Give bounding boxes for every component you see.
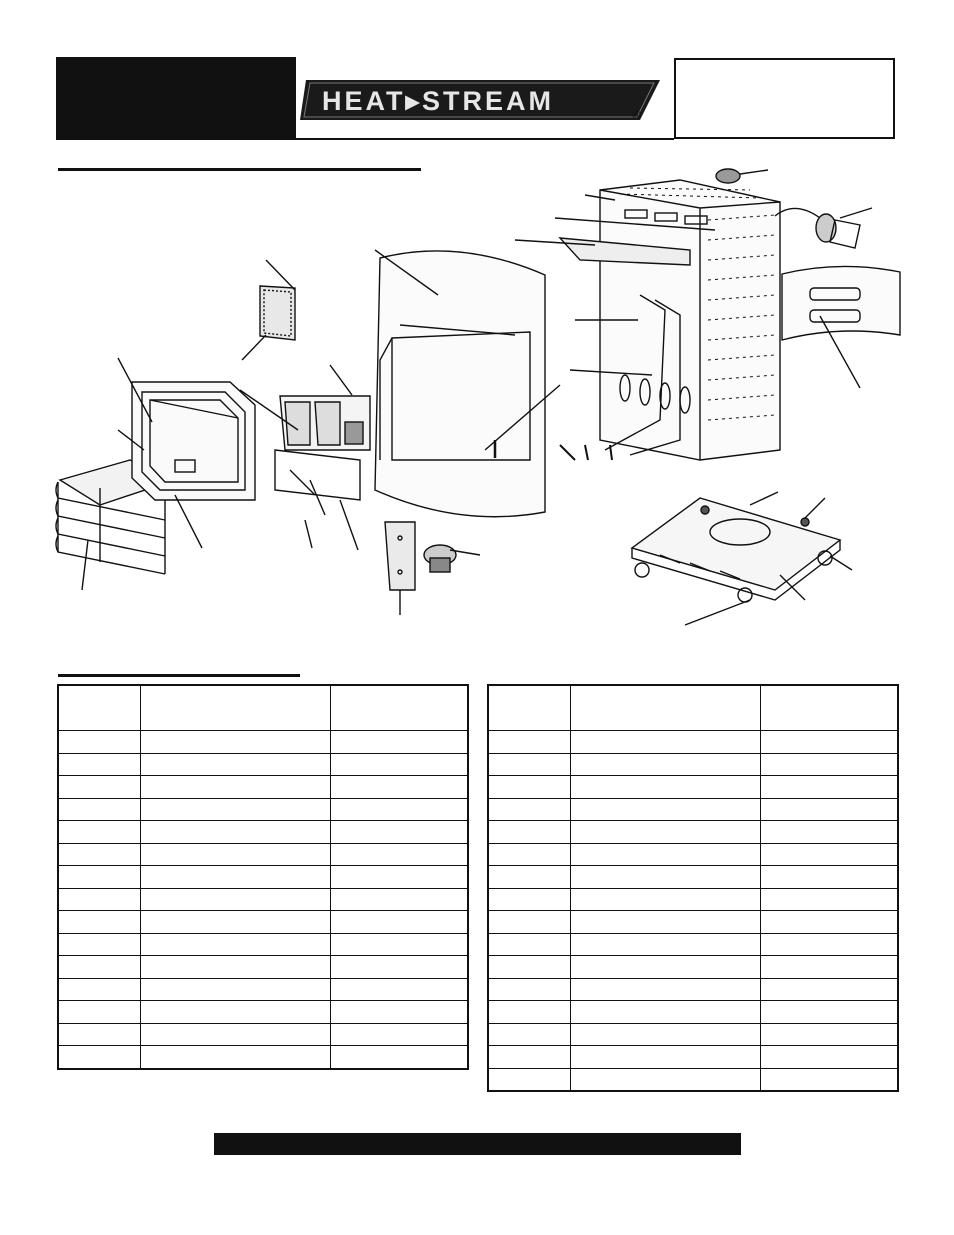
table-cell bbox=[140, 866, 330, 889]
table-cell bbox=[330, 888, 468, 911]
logo-text: HEAT▸STREAM bbox=[322, 86, 555, 116]
table-cell bbox=[570, 1046, 760, 1069]
table-cell bbox=[330, 753, 468, 776]
table-cell bbox=[140, 888, 330, 911]
table-cell bbox=[570, 731, 760, 754]
table-row bbox=[58, 776, 468, 799]
section-rule-parts-list bbox=[58, 674, 300, 677]
table-row bbox=[58, 798, 468, 821]
table-row bbox=[488, 956, 898, 979]
table-cell bbox=[140, 798, 330, 821]
table-cell bbox=[140, 1001, 330, 1024]
table-cell bbox=[760, 776, 898, 799]
table-row bbox=[58, 956, 468, 979]
table-cell bbox=[58, 843, 140, 866]
table-row bbox=[488, 1023, 898, 1046]
table-cell bbox=[488, 798, 570, 821]
table-cell bbox=[760, 731, 898, 754]
table-row bbox=[488, 843, 898, 866]
table-cell bbox=[140, 843, 330, 866]
table-cell bbox=[330, 731, 468, 754]
table-cell bbox=[570, 843, 760, 866]
table-cell bbox=[760, 1023, 898, 1046]
table-row bbox=[58, 1046, 468, 1069]
table-cell bbox=[140, 978, 330, 1001]
table-cell bbox=[330, 978, 468, 1001]
table-cell bbox=[140, 776, 330, 799]
table-row bbox=[488, 1046, 898, 1069]
table-cell bbox=[330, 1046, 468, 1069]
table-cell bbox=[488, 888, 570, 911]
table-row bbox=[58, 843, 468, 866]
table-row bbox=[58, 911, 468, 934]
table-cell bbox=[760, 843, 898, 866]
table-cell bbox=[570, 776, 760, 799]
table-row bbox=[488, 888, 898, 911]
table-header-row bbox=[58, 685, 468, 731]
table-cell bbox=[760, 1001, 898, 1024]
table-cell bbox=[570, 933, 760, 956]
table-cell bbox=[330, 866, 468, 889]
table-cell bbox=[140, 731, 330, 754]
burner-assembly bbox=[240, 390, 370, 515]
table-cell bbox=[570, 1068, 760, 1091]
table-cell bbox=[488, 843, 570, 866]
table-cell bbox=[570, 911, 760, 934]
table-cell bbox=[58, 911, 140, 934]
table-row bbox=[58, 1023, 468, 1046]
table-row bbox=[58, 753, 468, 776]
table-cell bbox=[330, 911, 468, 934]
table-cell bbox=[488, 685, 570, 731]
table-cell bbox=[488, 1068, 570, 1091]
table-cell bbox=[760, 866, 898, 889]
table-cell bbox=[58, 933, 140, 956]
table-row bbox=[488, 866, 898, 889]
table-cell bbox=[570, 685, 760, 731]
table-cell bbox=[330, 798, 468, 821]
table-cell bbox=[330, 1001, 468, 1024]
table-row bbox=[488, 1068, 898, 1091]
table-cell bbox=[570, 821, 760, 844]
table-cell bbox=[570, 866, 760, 889]
table-cell bbox=[330, 776, 468, 799]
table-row bbox=[488, 753, 898, 776]
table-row bbox=[488, 911, 898, 934]
table-row bbox=[58, 978, 468, 1001]
table-cell bbox=[58, 888, 140, 911]
table-cell bbox=[488, 753, 570, 776]
table-row bbox=[488, 1001, 898, 1024]
table-cell bbox=[570, 1001, 760, 1024]
registered-mark: ® bbox=[632, 108, 641, 122]
footer-bar bbox=[214, 1133, 741, 1155]
table-cell bbox=[140, 1023, 330, 1046]
table-cell bbox=[760, 821, 898, 844]
table-cell bbox=[760, 911, 898, 934]
table-cell bbox=[140, 821, 330, 844]
parts-table-left bbox=[57, 684, 469, 1070]
table-row bbox=[58, 933, 468, 956]
table-cell bbox=[760, 753, 898, 776]
table-row bbox=[58, 1001, 468, 1024]
table-header-row bbox=[488, 685, 898, 731]
table-cell bbox=[58, 1023, 140, 1046]
table-cell bbox=[58, 731, 140, 754]
table-row bbox=[58, 821, 468, 844]
table-cell bbox=[760, 798, 898, 821]
table-cell bbox=[488, 821, 570, 844]
table-row bbox=[488, 978, 898, 1001]
table-cell bbox=[488, 978, 570, 1001]
table-cell bbox=[58, 978, 140, 1001]
table-cell bbox=[570, 1023, 760, 1046]
table-row bbox=[58, 731, 468, 754]
table-cell bbox=[140, 1046, 330, 1069]
header-black-panel bbox=[56, 57, 296, 140]
exploded-parts-diagram bbox=[40, 160, 920, 640]
base-plate bbox=[632, 492, 852, 625]
table-cell bbox=[330, 956, 468, 979]
table-cell bbox=[140, 911, 330, 934]
table-row bbox=[488, 731, 898, 754]
header-rule bbox=[296, 138, 674, 140]
table-cell bbox=[488, 1046, 570, 1069]
table-cell bbox=[760, 956, 898, 979]
table-cell bbox=[58, 798, 140, 821]
table-cell bbox=[488, 1001, 570, 1024]
table-cell bbox=[330, 933, 468, 956]
rear-cabinet bbox=[515, 180, 780, 460]
table-cell bbox=[760, 1068, 898, 1091]
heatstream-logo bbox=[300, 74, 662, 126]
cabinet-front-shell bbox=[375, 250, 560, 517]
table-cell bbox=[570, 888, 760, 911]
table-cell bbox=[760, 685, 898, 731]
table-cell bbox=[488, 933, 570, 956]
table-cell bbox=[330, 843, 468, 866]
table-cell bbox=[58, 776, 140, 799]
table-cell bbox=[488, 731, 570, 754]
table-cell bbox=[760, 888, 898, 911]
table-cell bbox=[58, 685, 140, 731]
table-cell bbox=[330, 1023, 468, 1046]
table-cell bbox=[760, 933, 898, 956]
table-row bbox=[58, 888, 468, 911]
side-panel bbox=[782, 266, 900, 388]
table-cell bbox=[570, 978, 760, 1001]
table-cell bbox=[58, 821, 140, 844]
table-cell bbox=[58, 956, 140, 979]
table-row bbox=[488, 776, 898, 799]
table-cell bbox=[58, 866, 140, 889]
table-row bbox=[58, 866, 468, 889]
table-cell bbox=[570, 956, 760, 979]
table-cell bbox=[140, 753, 330, 776]
radiant-plaque bbox=[242, 260, 295, 360]
table-cell bbox=[140, 685, 330, 731]
table-cell bbox=[488, 866, 570, 889]
table-cell bbox=[488, 1023, 570, 1046]
table-cell bbox=[760, 1046, 898, 1069]
table-cell bbox=[488, 956, 570, 979]
table-cell bbox=[140, 956, 330, 979]
table-cell bbox=[330, 685, 468, 731]
table-cell bbox=[330, 821, 468, 844]
table-cell bbox=[58, 1001, 140, 1024]
front-frame bbox=[132, 382, 255, 500]
table-cell bbox=[58, 1046, 140, 1069]
table-cell bbox=[488, 776, 570, 799]
table-cell bbox=[760, 978, 898, 1001]
header-outline-box bbox=[674, 58, 895, 139]
table-row bbox=[488, 798, 898, 821]
table-cell bbox=[140, 933, 330, 956]
table-cell bbox=[488, 911, 570, 934]
table-cell bbox=[58, 753, 140, 776]
table-row bbox=[488, 821, 898, 844]
table-cell bbox=[570, 753, 760, 776]
table-cell bbox=[570, 798, 760, 821]
parts-table-right bbox=[487, 684, 899, 1092]
table-row bbox=[488, 933, 898, 956]
bracket-and-valve bbox=[385, 522, 480, 615]
